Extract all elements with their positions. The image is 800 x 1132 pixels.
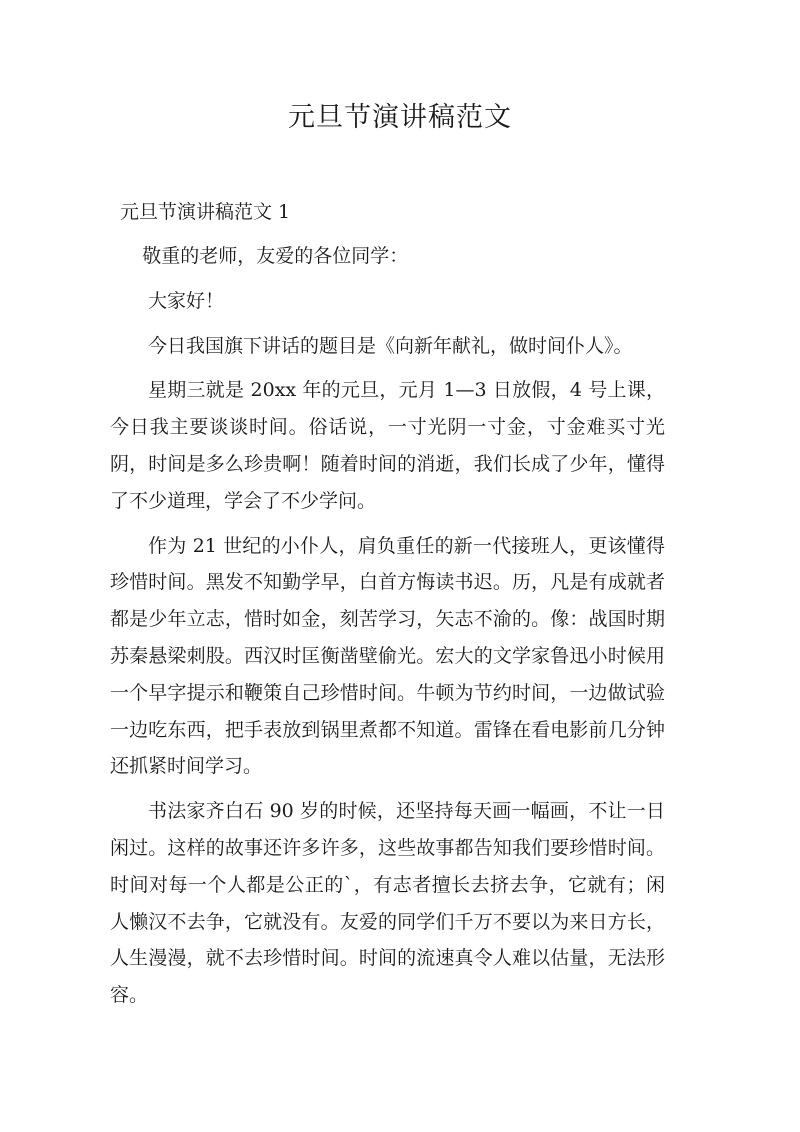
- paragraph-examples: 作为 21 世纪的小仆人，肩负重任的新一代接班人，更该懂得珍惜时间。黑发不知勤学早，白首方悔读书迟。历，凡是有成就者都是少年立志，惜时如金，刻苦学习，矢志不渝的。像：战国时期苏秦悬梁刺股。西汉时匡衡凿壁偷光。宏大的文学家鲁迅小时候用一个早字提示和鞭策自己珍惜时间。牛顿为节约时间，一边做试验一边吃东西，把手表放到锅里煮都不知道。雷锋在看电影前几分钟还抓紧时间学习。: [110, 534, 665, 778]
- section-heading: 元旦节演讲稿范文 1: [120, 201, 291, 223]
- document-title: 元旦节演讲稿范文: [288, 102, 512, 133]
- paragraph-new-year: 星期三就是 20xx 年的元旦，元月 1—3 日放假，4 号上课，今日我主要谈谈时间。俗话说，一寸光阴一寸金，寸金难买寸光阴，时间是多么珍贵啊！随着时间的消逝，我们长成了少年，懂得了不少道理，学会了不少学问。: [110, 379, 665, 512]
- paragraph-greeting: 大家好！: [148, 289, 225, 312]
- document-body: [110, 238, 665, 1022]
- paragraph-topic: 今日我国旗下讲话的题目是《向新年献礼，做时间仆人》。: [148, 334, 633, 357]
- paragraph-qi-baishi: 书法家齐白石 90 岁的时候，还坚持每天画一幅画，不让一日闲过。这样的故事还许多许多，这些故事都告知我们要珍惜时间。时间对每一个人都是公正的`，有志者擅长去挤去争，它就有；闲人懒汉不去争，它就没有。友爱的同学们千万不要以为来日方长，人生漫漫，就不去珍惜时间。时间的流速真令人难以估量，无法形容。: [110, 800, 665, 1007]
- salutation: 敬重的老师，友爱的各位同学：: [142, 245, 409, 267]
